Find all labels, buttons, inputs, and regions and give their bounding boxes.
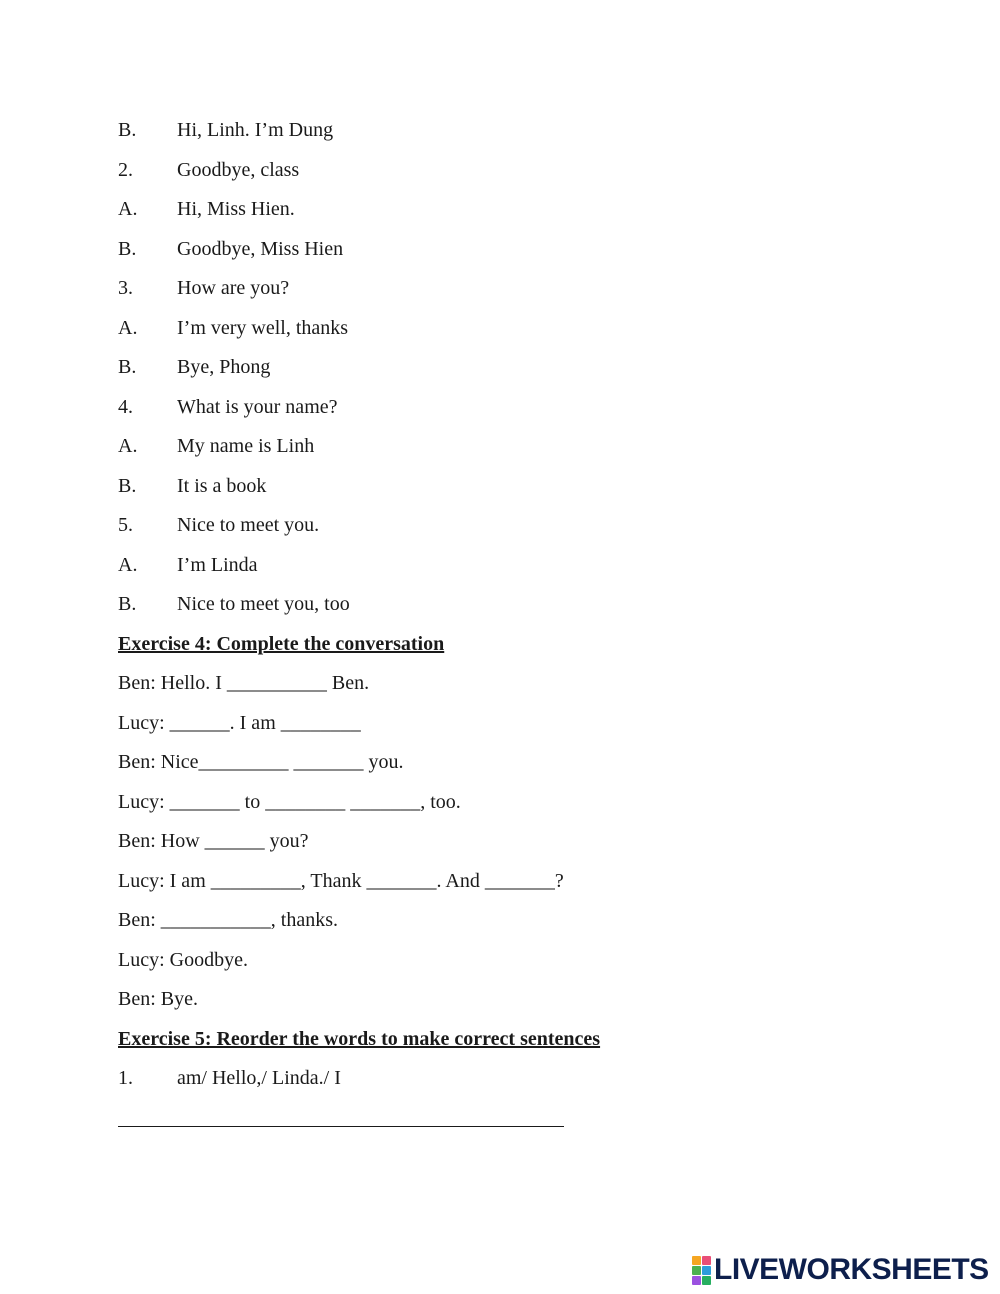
list-item (118, 588, 918, 628)
item-marker: 4. (118, 395, 133, 418)
logo-block (702, 1276, 711, 1285)
list-item (118, 351, 918, 391)
worksheet-page (118, 114, 918, 1102)
list-item (118, 312, 918, 352)
logo-block (692, 1266, 701, 1275)
list-item (118, 114, 918, 154)
item-marker: 1. (118, 1067, 133, 1089)
item-marker: A. (118, 553, 138, 576)
conversation-line: Lucy: Goodbye. (118, 948, 248, 971)
list-item (118, 549, 918, 589)
item-text: Nice to meet you, too (177, 593, 350, 615)
item-marker: B. (118, 593, 137, 615)
item-marker: B. (118, 119, 137, 141)
list-item (118, 470, 918, 510)
item-text: I’m very well, thanks (177, 316, 349, 339)
item-text: Nice to meet you. (177, 514, 320, 536)
liveworksheets-logo (692, 1254, 989, 1286)
logo-text: LIVEWORKSHEETS (714, 1253, 989, 1286)
conversation-line: Ben: Bye. (118, 988, 198, 1010)
exercise-4-heading: Exercise 4: Complete the conversation (118, 632, 445, 655)
list-item (118, 509, 918, 549)
conversation-line: Ben: ___________, thanks. (118, 909, 338, 931)
item-marker: A. (118, 198, 138, 220)
item-text: I’m Linda (177, 553, 258, 576)
logo-block (702, 1256, 711, 1265)
item-marker: A. (118, 316, 138, 339)
conversation-line: Ben: Nice_________ _______ you. (118, 751, 404, 773)
exercise-5-heading: Exercise 5: Reorder the words to make correct sentences (118, 1027, 601, 1050)
item-text: My name is Linh (177, 435, 315, 457)
item-text: It is a book (177, 474, 267, 497)
list-item (118, 193, 918, 233)
item-marker: B. (118, 474, 137, 497)
list-item (118, 154, 918, 194)
item-text: am/ Hello,/ Linda./ I (177, 1067, 341, 1089)
item-marker: 3. (118, 277, 133, 299)
item-text: Hi, Linh. I’m Dung (177, 119, 334, 141)
item-text: How are you? (177, 277, 290, 299)
conversation-line: Lucy: _______ to ________ _______, too. (118, 790, 461, 813)
item-marker: A. (118, 435, 138, 457)
logo-block (692, 1276, 701, 1285)
list-item (118, 430, 918, 470)
item-marker: B. (118, 237, 137, 260)
list-item (118, 233, 918, 273)
logo-blocks-icon (692, 1256, 710, 1284)
item-marker: 2. (118, 158, 133, 181)
logo-block (692, 1256, 701, 1265)
item-marker: B. (118, 356, 137, 378)
conversation-line: Lucy: I am _________, Thank _______. And _______? (118, 869, 564, 892)
conversation-line: Lucy: ______. I am ________ (118, 711, 361, 734)
item-text: Goodbye, class (177, 158, 300, 181)
conversation-line: Ben: Hello. I __________ Ben. (118, 672, 370, 694)
list-item (118, 1062, 918, 1102)
item-text: Bye, Phong (177, 356, 271, 378)
item-text: Goodbye, Miss Hien (177, 237, 344, 260)
item-text: Hi, Miss Hien. (177, 198, 295, 220)
item-text: What is your name? (177, 395, 338, 418)
list-item (118, 391, 918, 431)
conversation-line: Ben: How ______ you? (118, 830, 309, 852)
answer-line[interactable] (118, 1126, 564, 1127)
item-marker: 5. (118, 514, 133, 536)
logo-block (702, 1266, 711, 1275)
list-item (118, 272, 918, 312)
